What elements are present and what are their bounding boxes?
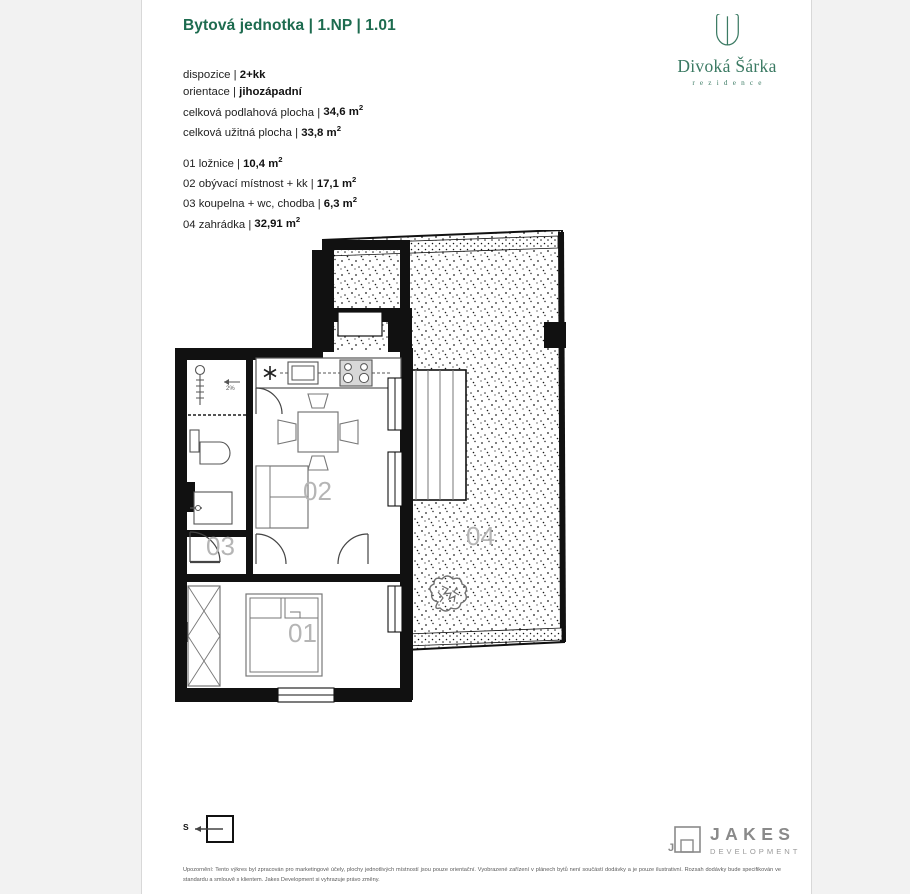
page-title: Bytová jednotka | 1.NP | 1.01: [183, 17, 396, 34]
room-label: 02 obývací místnost + kk |: [183, 177, 314, 190]
spec-value: jihozápadní: [239, 85, 302, 98]
shower-icon: [196, 366, 205, 406]
room-value: 17,1 $m^2$: [316, 175, 357, 190]
spec-label: dispozice |: [183, 69, 237, 81]
room-label: 01 ložnice |: [183, 157, 240, 170]
slope-arrow-icon: [224, 379, 240, 385]
developer-name: JAKES: [710, 824, 796, 845]
document-sheet: [141, 0, 812, 894]
room-label: 04 zahrádka |: [183, 218, 252, 231]
brand-name: Divoká Šárka: [677, 56, 777, 76]
spec-value: 34,6 $m^2$: [323, 103, 364, 119]
dining-table-icon: [278, 394, 358, 470]
spec-label: orientace |: [183, 85, 236, 98]
spec-row: [183, 101, 363, 122]
svg-text:J: J: [668, 842, 675, 854]
room-value: 32,91 $m^2$: [254, 215, 301, 231]
spec-row: [183, 121, 363, 142]
spec-value: 33,8 $m^2$: [301, 124, 341, 139]
room-area-list: [183, 152, 357, 233]
brand-subtitle: rezidence: [692, 79, 767, 87]
developer-subtitle: DEVELOPMENT: [710, 846, 801, 856]
room-label-01: 01: [288, 618, 317, 648]
bathroom-fixtures: [188, 366, 246, 525]
tulip-leaf-icon: [712, 14, 743, 48]
room-label: 03 koupelna + wc, chodba |: [183, 198, 321, 211]
north-indicator: [183, 812, 253, 846]
terrace-deck: [404, 370, 466, 500]
slope-note: 2%: [226, 386, 235, 392]
room-label-03: 03: [206, 531, 235, 561]
room-value: 6,3 $m^2$: [323, 195, 357, 211]
spec-label: celková podlahová plocha |: [183, 106, 321, 119]
kitchen-units: [256, 358, 401, 388]
room-label-02: 02: [303, 476, 332, 506]
toilet-icon: [190, 430, 230, 464]
north-arrow-icon: [183, 812, 253, 846]
spec-row: [183, 67, 363, 84]
jd-monogram-icon: [667, 826, 701, 856]
brand-logo: [662, 14, 792, 87]
room-label-04: 04: [466, 521, 495, 551]
room-row: [183, 152, 357, 172]
room-value: 10,4 $m^2$: [243, 155, 283, 170]
spec-label: celková užitná plocha |: [183, 126, 299, 139]
room-row: [183, 172, 357, 192]
wardrobe-icon: [188, 586, 220, 686]
developer-logo: [667, 824, 800, 858]
living-room-furniture: [256, 394, 358, 528]
north-label: S: [183, 822, 189, 832]
room-row: [183, 192, 357, 212]
spec-value: 2+kk: [239, 69, 266, 81]
specification-list: [183, 67, 363, 142]
spec-row: [183, 84, 363, 101]
floor-plan-drawing: [172, 230, 792, 730]
disclaimer-text: Upozornění: Tento výkres byl zpracován pro marketingové účely, plochy jednotlivých místností jsou pouze orientační. Vyobrazené zařízení v plánech bytů není součástí dodávky a je pouze ilustrativní. Rozsah dodávky bude specifikován ve standardu a smlouvě s klientem. Jakes Development si vyhrazuje právo změny.: [183, 867, 781, 883]
washbasin-icon: [190, 492, 232, 524]
sofa-icon: [256, 466, 308, 528]
